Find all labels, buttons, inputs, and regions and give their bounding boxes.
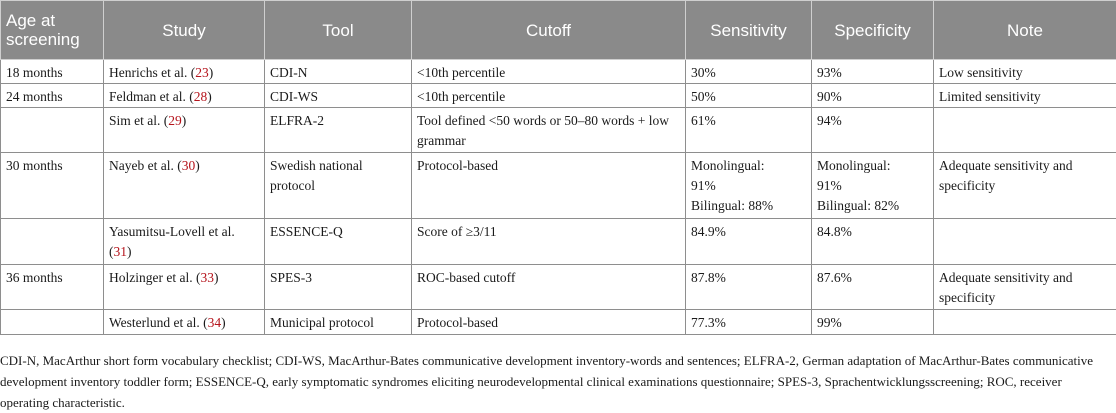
- cell-tool: Municipal protocol: [265, 310, 412, 335]
- cell-study: [104, 60, 265, 84]
- study-name: Sim et al. (: [109, 113, 168, 128]
- cell-specificity: 84.8%: [812, 219, 934, 265]
- cell-cutoff: ROC-based cutoff: [412, 265, 686, 310]
- cell-note: Low sensitivity: [934, 60, 1116, 84]
- specificity-line: Bilingual: 82%: [817, 196, 928, 216]
- cell-tool: CDI-N: [265, 60, 412, 84]
- cell-study: [104, 265, 265, 310]
- cell-note: [934, 108, 1116, 153]
- sensitivity-line: 91%: [691, 176, 806, 196]
- cell-specificity: [812, 153, 934, 219]
- header-note: Note: [934, 1, 1116, 60]
- cell-specificity: 99%: [812, 310, 934, 335]
- cell-tool: CDI-WS: [265, 84, 412, 108]
- study-name: Yasumitsu-Lovell et al. (: [109, 224, 235, 259]
- cell-sensitivity: 84.9%: [686, 219, 812, 265]
- cell-specificity: 93%: [812, 60, 934, 84]
- cell-age: 18 months: [1, 60, 104, 84]
- header-cutoff: Cutoff: [412, 1, 686, 60]
- close-paren: ): [182, 113, 187, 128]
- cell-cutoff: Score of ≥3/11: [412, 219, 686, 265]
- header-row: [1, 1, 1116, 60]
- cell-sensitivity: 61%: [686, 108, 812, 153]
- citation-link[interactable]: 30: [182, 158, 196, 173]
- cell-study: [104, 310, 265, 335]
- cell-tool: ELFRA-2: [265, 108, 412, 153]
- cell-tool: ESSENCE-Q: [265, 219, 412, 265]
- cell-cutoff: Protocol-based: [412, 310, 686, 335]
- cell-study: [104, 219, 265, 265]
- cell-sensitivity: 77.3%: [686, 310, 812, 335]
- citation-link[interactable]: 33: [200, 270, 214, 285]
- cell-tool: SPES-3: [265, 265, 412, 310]
- cell-study: [104, 153, 265, 219]
- table-row: [1, 310, 1116, 335]
- cell-cutoff: Tool defined <50 words or 50–80 words + low grammar: [412, 108, 686, 153]
- cell-age: 24 months: [1, 84, 104, 108]
- study-name: Nayeb et al. (: [109, 158, 182, 173]
- table-row: [1, 108, 1116, 153]
- cell-sensitivity: 87.8%: [686, 265, 812, 310]
- cell-age: [1, 108, 104, 153]
- cell-sensitivity: 50%: [686, 84, 812, 108]
- sensitivity-line: Monolingual:: [691, 156, 806, 176]
- cell-age: [1, 310, 104, 335]
- study-name: Henrichs et al. (: [109, 65, 195, 80]
- close-paren: ): [214, 270, 219, 285]
- header-study: Study: [104, 1, 265, 60]
- cell-tool: Swedish national protocol: [265, 153, 412, 219]
- cell-note: [934, 310, 1116, 335]
- table-row: [1, 265, 1116, 310]
- close-paren: ): [209, 65, 214, 80]
- citation-link[interactable]: 29: [168, 113, 182, 128]
- cell-note: [934, 219, 1116, 265]
- cell-sensitivity: [686, 153, 812, 219]
- cell-age: [1, 219, 104, 265]
- cell-cutoff: <10th percentile: [412, 60, 686, 84]
- citation-link[interactable]: 28: [194, 89, 208, 104]
- header-specificity: Specificity: [812, 1, 934, 60]
- cell-specificity: 87.6%: [812, 265, 934, 310]
- close-paren: ): [221, 315, 226, 330]
- cell-note: Adequate sensitivity and specificity: [934, 153, 1116, 219]
- specificity-line: 91%: [817, 176, 928, 196]
- cell-sensitivity: 30%: [686, 60, 812, 84]
- header-age: Age at screening: [1, 1, 104, 60]
- cell-specificity: 94%: [812, 108, 934, 153]
- table-footnote: CDI-N, MacArthur short form vocabulary checklist; CDI-WS, MacArthur-Bates communicative development inventory-words and sentences; ELFRA-2, German adaptation of MacArthur-Bates communicative development inventory toddler form; ESSENCE-Q, early symptomatic syndromes eliciting neurodevelopmental clinical examinations questionnaire; SPES-3, Sprachentwicklungsscreening; ROC, receiver operating characteristic.: [0, 350, 1112, 413]
- cell-age: 36 months: [1, 265, 104, 310]
- study-name: Westerlund et al. (: [109, 315, 208, 330]
- close-paren: ): [195, 158, 200, 173]
- table-row: [1, 60, 1116, 84]
- table-row: [1, 84, 1116, 108]
- cell-specificity: 90%: [812, 84, 934, 108]
- citation-link[interactable]: 34: [208, 315, 222, 330]
- close-paren: ): [127, 244, 132, 259]
- specificity-line: Monolingual:: [817, 156, 928, 176]
- cell-cutoff: Protocol-based: [412, 153, 686, 219]
- study-name: Feldman et al. (: [109, 89, 194, 104]
- header-tool: Tool: [265, 1, 412, 60]
- citation-link[interactable]: 31: [114, 244, 128, 259]
- header-sensitivity: Sensitivity: [686, 1, 812, 60]
- close-paren: ): [207, 89, 212, 104]
- cell-study: [104, 84, 265, 108]
- sensitivity-line: Bilingual: 88%: [691, 196, 806, 216]
- study-name: Holzinger et al. (: [109, 270, 200, 285]
- table-row: [1, 153, 1116, 219]
- citation-link[interactable]: 23: [195, 65, 209, 80]
- cell-study: [104, 108, 265, 153]
- table-row: [1, 219, 1116, 265]
- cell-cutoff: <10th percentile: [412, 84, 686, 108]
- cell-note: Limited sensitivity: [934, 84, 1116, 108]
- cell-note: Adequate sensitivity and specificity: [934, 265, 1116, 310]
- cell-age: 30 months: [1, 153, 104, 219]
